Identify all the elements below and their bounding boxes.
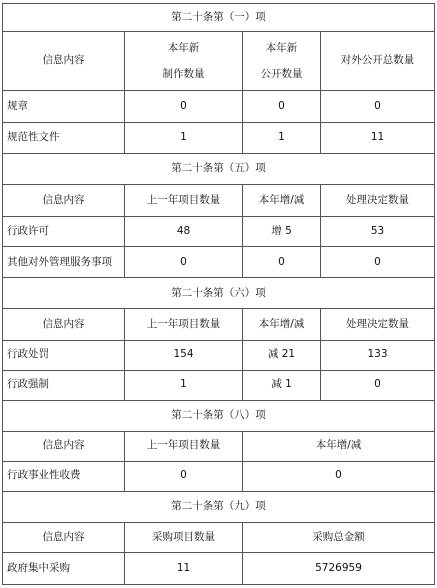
table-cell: 53 (321, 217, 435, 247)
table-row (3, 91, 435, 123)
row-label: 行政事业性收费 (3, 461, 125, 491)
column-header: 信息内容 (3, 32, 125, 91)
column-header: 本年增/减 (243, 185, 321, 217)
section-title-row (3, 491, 435, 522)
table-cell: 0 (321, 370, 435, 400)
column-header (243, 32, 321, 91)
row-label: 规范性文件 (3, 123, 125, 154)
table-cell: 48 (125, 217, 243, 247)
table-header-row (3, 185, 435, 217)
table-cell: 0 (321, 247, 435, 278)
column-header: 信息内容 (3, 185, 125, 217)
section-title-row (3, 4, 435, 32)
table-cell: 减 21 (243, 340, 321, 370)
column-header (125, 32, 243, 91)
column-header: 本年增/减 (243, 431, 435, 461)
table-cell: 1 (125, 370, 243, 400)
column-header: 对外公开总数量 (321, 32, 435, 91)
column-header-line: 公开数量 (260, 68, 303, 81)
column-header: 采购总金额 (243, 522, 435, 552)
column-header: 处理决定数量 (321, 309, 435, 340)
column-header: 信息内容 (3, 522, 125, 552)
table-cell: 0 (125, 461, 243, 491)
table-cell: 增 5 (243, 217, 321, 247)
column-header: 上一年项目数量 (125, 431, 243, 461)
table-cell: 154 (125, 340, 243, 370)
section-title-row (3, 278, 435, 309)
table-row (3, 370, 435, 400)
section-title: 第二十条第（一）项 (3, 4, 435, 32)
row-label: 行政处罚 (3, 340, 125, 370)
column-header: 采购项目数量 (125, 522, 243, 552)
section-title: 第二十条第（八）项 (3, 400, 435, 431)
table-header-row (3, 522, 435, 552)
table-header-row (3, 431, 435, 461)
section-title-row (3, 400, 435, 431)
table-cell: 1 (243, 123, 321, 154)
column-header-line: 本年新 (265, 42, 298, 55)
section-title: 第二十条第（五）项 (3, 154, 435, 185)
section-title: 第二十条第（九）项 (3, 491, 435, 522)
table-cell: 0 (243, 91, 321, 123)
disclosure-table (2, 3, 435, 585)
column-header-line: 制作数量 (162, 68, 205, 81)
table-row (3, 340, 435, 370)
row-label: 其他对外管理服务事项 (3, 247, 125, 278)
table-cell: 0 (243, 247, 321, 278)
table-cell: 0 (243, 461, 435, 491)
section-title-row (3, 154, 435, 185)
table-row (3, 461, 435, 491)
column-header: 上一年项目数量 (125, 309, 243, 340)
row-label: 行政强制 (3, 370, 125, 400)
column-header-line: 本年新 (167, 42, 200, 55)
column-header: 处理决定数量 (321, 185, 435, 217)
table-row (3, 123, 435, 154)
table-cell: 1 (125, 123, 243, 154)
row-label: 政府集中采购 (3, 552, 125, 584)
table-cell: 0 (125, 91, 243, 123)
row-label: 规章 (3, 91, 125, 123)
table-cell: 11 (321, 123, 435, 154)
column-header: 信息内容 (3, 309, 125, 340)
table-row (3, 217, 435, 247)
table-cell: 0 (321, 91, 435, 123)
table-cell: 11 (125, 552, 243, 584)
table-cell: 减 1 (243, 370, 321, 400)
row-label: 行政许可 (3, 217, 125, 247)
table-header-row (3, 309, 435, 340)
column-header: 上一年项目数量 (125, 185, 243, 217)
table-row (3, 552, 435, 584)
section-title: 第二十条第（六）项 (3, 278, 435, 309)
table-cell: 133 (321, 340, 435, 370)
column-header: 信息内容 (3, 431, 125, 461)
table-header-row (3, 32, 435, 91)
table-row (3, 247, 435, 278)
table-cell: 0 (125, 247, 243, 278)
column-header: 本年增/减 (243, 309, 321, 340)
table-cell: 5726959 (243, 552, 435, 584)
